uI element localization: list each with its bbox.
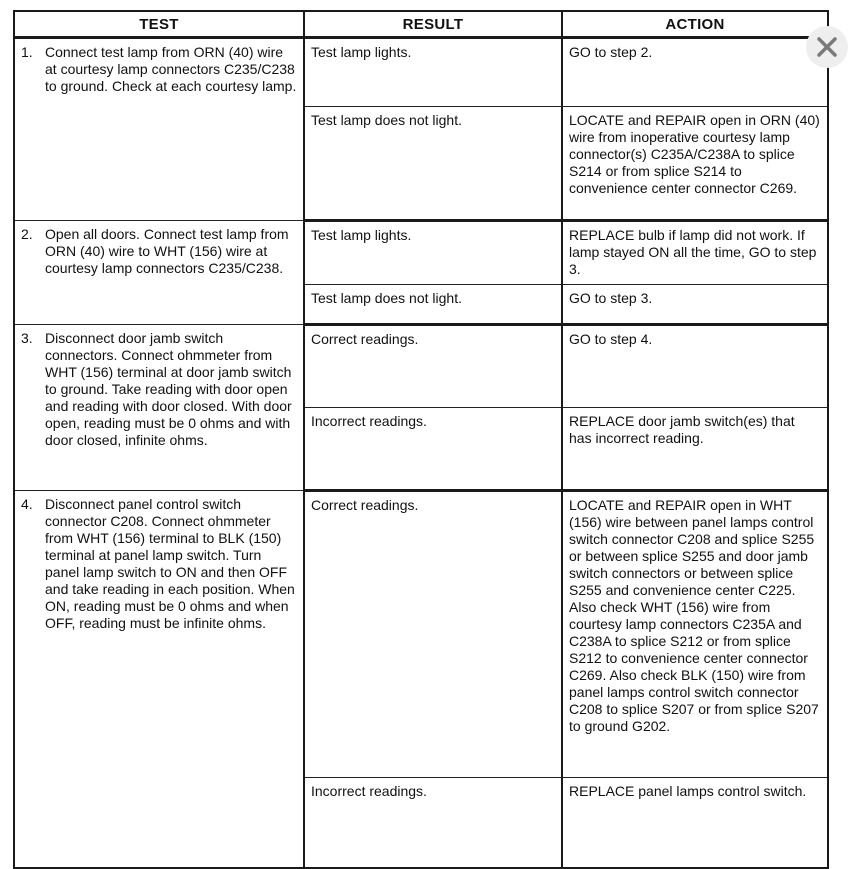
action-cell: LOCATE and REPAIR open in WHT (156) wire between panel lamps control switch connector C208 and splice S255 or between splice S255 and door jamb switch connectors or between splice S255 and convenience center C225. Also check WHT (156) wire from courtesy lamp connectors C235A and C238A to splice S212 or from splice S212 to convenience center connector C269. Also check BLK (150) wire from panel lamps control switch connector C208 to splice S207 or from splice S207 to ground G202. <box>562 491 828 778</box>
result-cell: Correct readings. <box>304 325 562 408</box>
result-cell: Correct readings. <box>304 491 562 778</box>
table-row <box>14 491 828 778</box>
step-number: 2. <box>21 226 33 242</box>
result-cell: Incorrect readings. <box>304 408 562 491</box>
test-text: Disconnect panel control switch connector C208. Connect ohmmeter from WHT (156) terminal to BLK (150) terminal at panel lamp switch. Turn panel lamp switch to ON and then OFF and take reading in each position. When ON, reading must be 0 ohms and when OFF, reading must be infinite ohms. <box>45 496 295 631</box>
test-cell <box>14 38 304 221</box>
header-result: RESULT <box>304 11 562 38</box>
step-number: 1. <box>21 44 33 60</box>
header-action: ACTION <box>562 11 828 38</box>
test-text: Open all doors. Connect test lamp from ORN (40) wire to WHT (156) wire at courtesy lamp connectors C235/C238. <box>45 226 289 276</box>
action-cell: REPLACE bulb if lamp did not work. If lamp stayed ON all the time, GO to step 3. <box>562 221 828 285</box>
test-cell <box>14 491 304 868</box>
result-cell: Test lamp lights. <box>304 38 562 107</box>
close-icon <box>816 36 838 58</box>
result-cell: Test lamp does not light. <box>304 285 562 325</box>
step-number: 3. <box>21 330 33 346</box>
test-text: Connect test lamp from ORN (40) wire at courtesy lamp connectors C235/C238 to ground. Check at each courtesy lamp. <box>45 44 297 94</box>
action-cell: GO to step 4. <box>562 325 828 408</box>
action-cell: REPLACE panel lamps control switch. <box>562 778 828 868</box>
action-cell: GO to step 2. <box>562 38 828 107</box>
close-button[interactable] <box>806 26 848 68</box>
action-cell: REPLACE door jamb switch(es) that has incorrect reading. <box>562 408 828 491</box>
action-cell: LOCATE and REPAIR open in ORN (40) wire from inoperative courtesy lamp connector(s) C235A/C238A to splice S214 or from splice S214 to convenience center connector C269. <box>562 107 828 221</box>
header-test: TEST <box>14 11 304 38</box>
result-cell: Test lamp lights. <box>304 221 562 285</box>
diagnostic-table <box>13 10 829 869</box>
table-row <box>14 38 828 107</box>
step-number: 4. <box>21 496 33 512</box>
action-cell: GO to step 3. <box>562 285 828 325</box>
table-row <box>14 325 828 408</box>
header-row <box>14 11 828 38</box>
test-cell <box>14 221 304 325</box>
result-cell: Incorrect readings. <box>304 778 562 868</box>
table-row <box>14 221 828 285</box>
test-cell <box>14 325 304 491</box>
test-text: Disconnect door jamb switch connectors. Connect ohmmeter from WHT (156) terminal at door jamb switch to ground. Take reading with door open and reading with door closed. With door open, reading must be 0 ohms and with door closed, infinite ohms. <box>45 330 292 448</box>
result-cell: Test lamp does not light. <box>304 107 562 221</box>
